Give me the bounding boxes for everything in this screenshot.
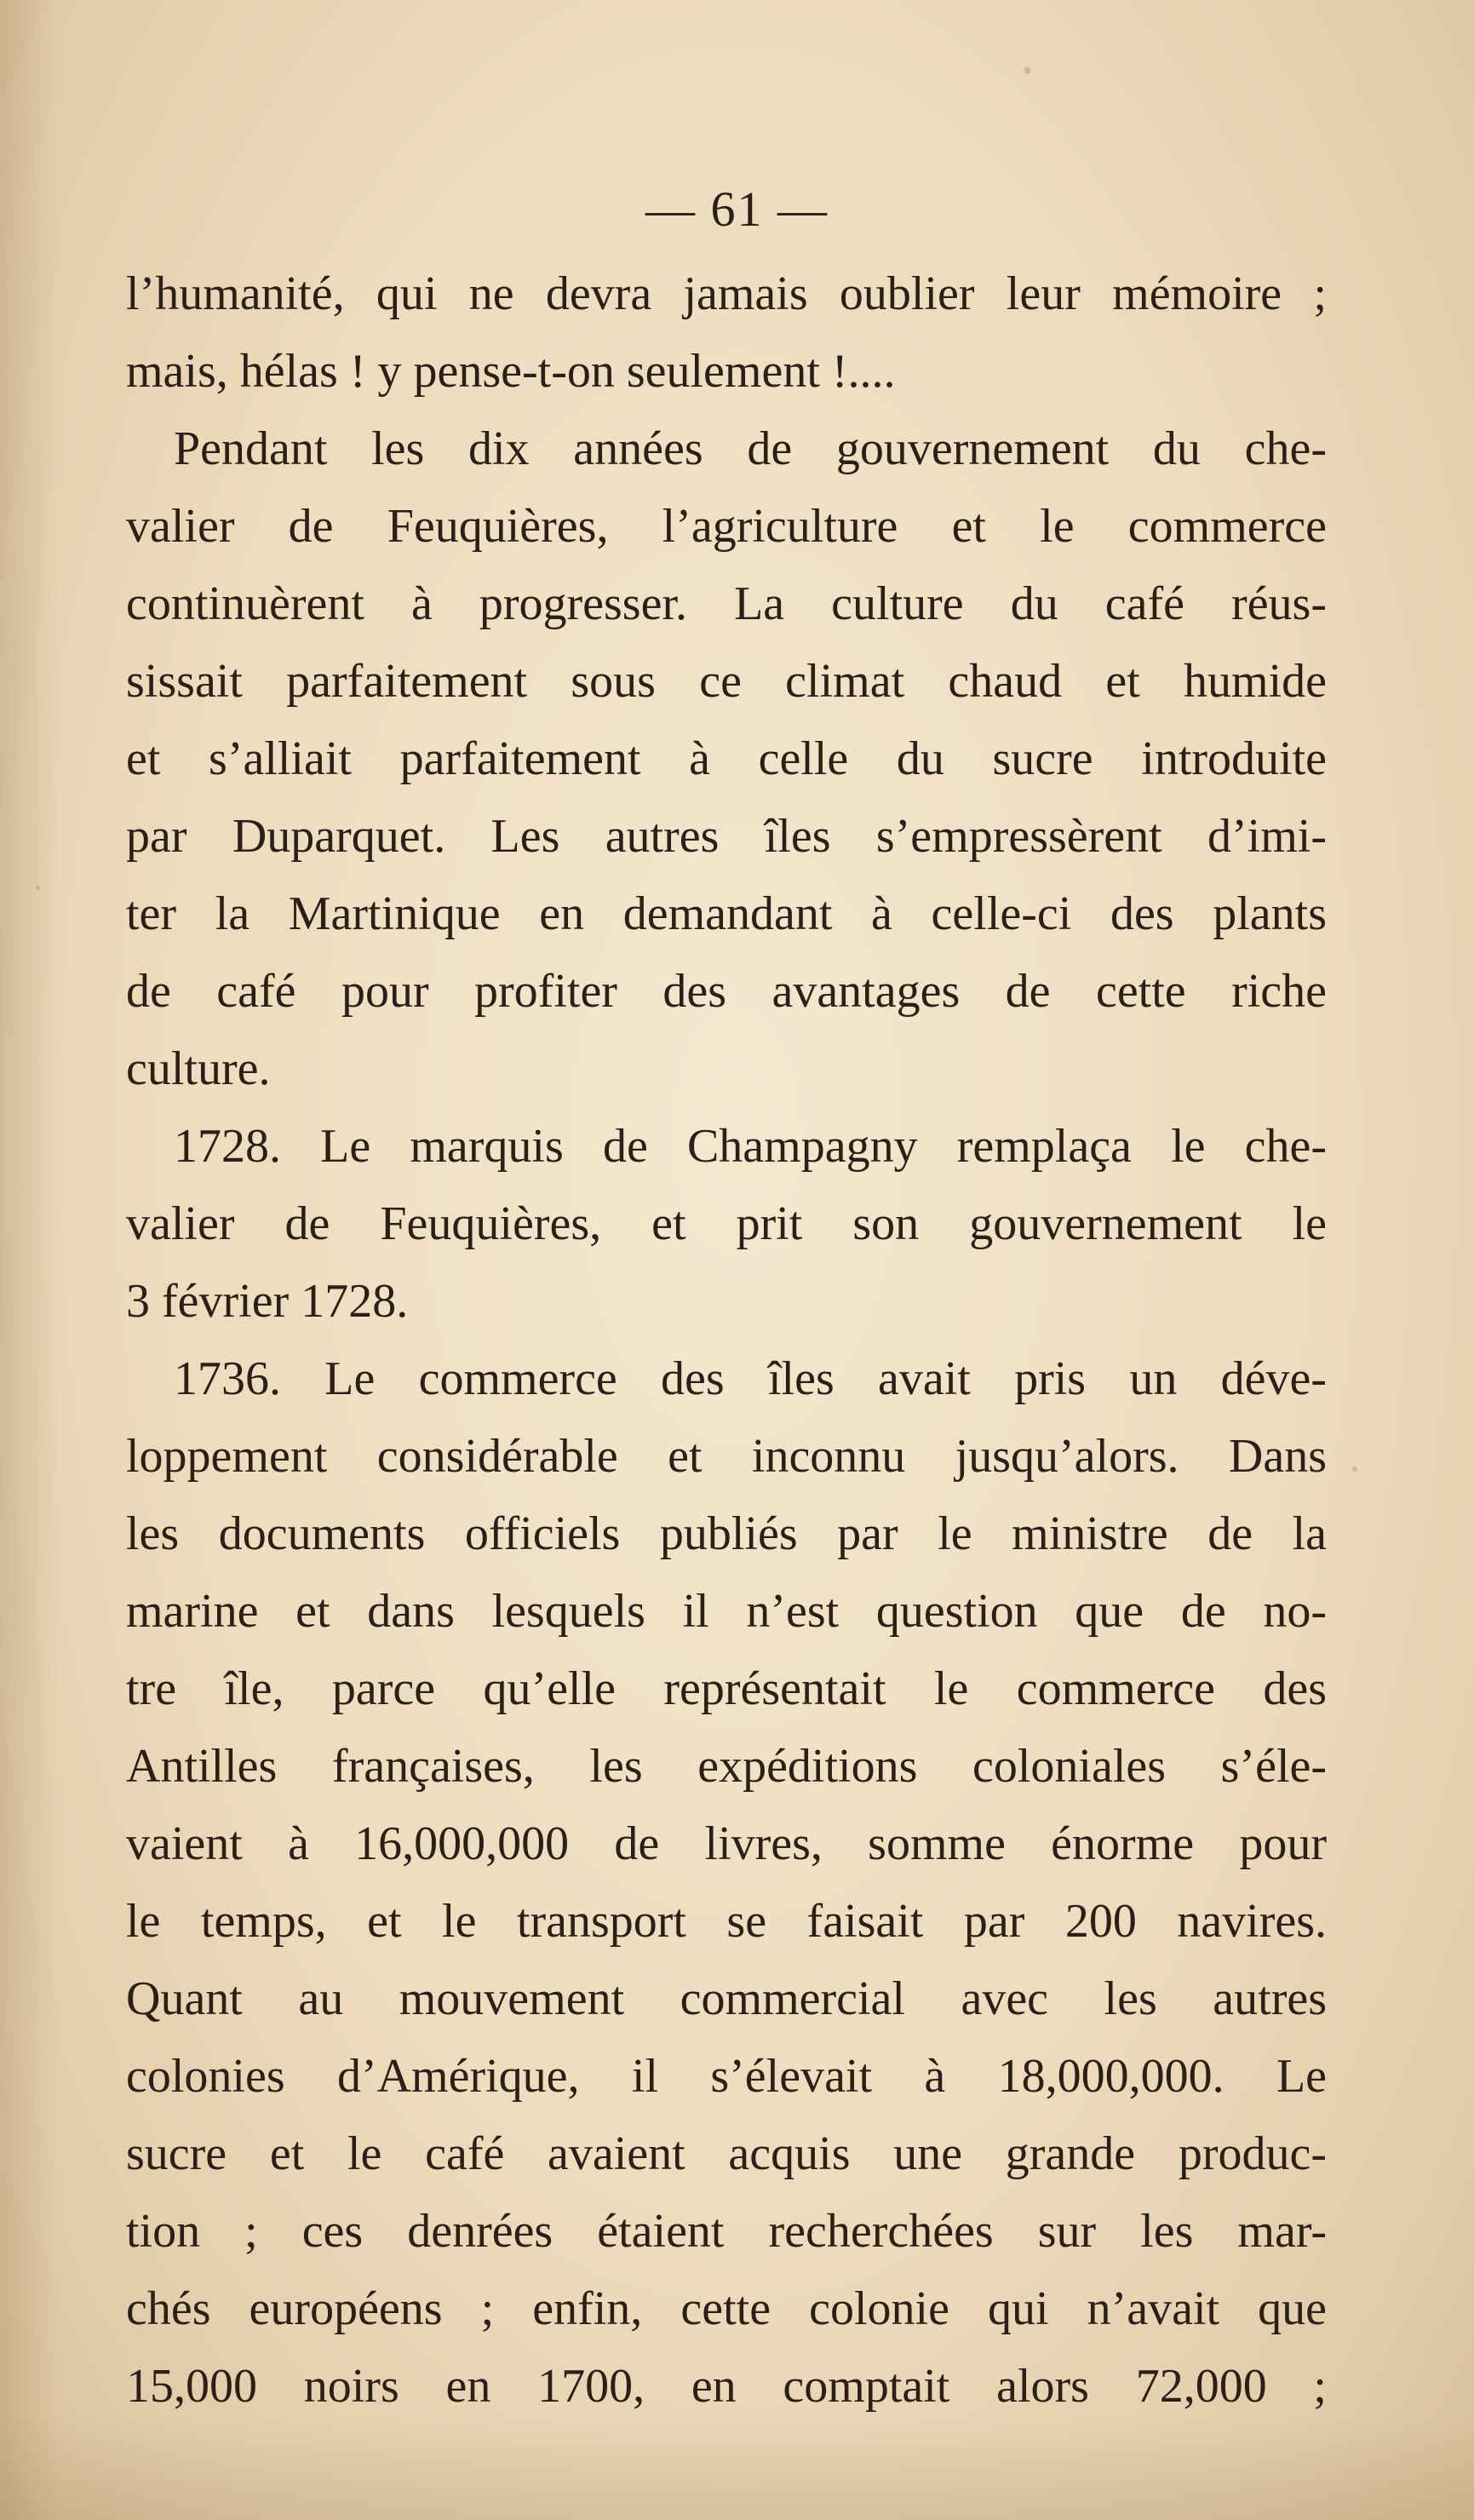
paper-speck	[36, 886, 40, 890]
text-line: sucre et le café avaient acquis une grande produc-	[126, 2127, 1327, 2180]
text-line: continuèrent à progresser. La culture du café réus-	[126, 577, 1327, 630]
text-line: par Duparquet. Les autres îles s’empressèrent d’imi-	[126, 810, 1327, 863]
text-line: tre île, parce qu’elle représentait le commerce des	[126, 1662, 1327, 1715]
text-line: tion ; ces denrées étaient recherchées sur les mar-	[126, 2205, 1327, 2258]
text-line: colonies d’Amérique, il s’élevait à 18,000,000. Le	[126, 2050, 1327, 2103]
text-line: valier de Feuquières, l’agriculture et le commerce	[126, 500, 1327, 553]
text-line: marine et dans lesquels il n’est question que de no-	[126, 1585, 1327, 1638]
text-line: chés européens ; enfin, cette colonie qui n’avait que	[126, 2282, 1327, 2335]
text-line: 15,000 noirs en 1700, en comptait alors 72,000 ;	[126, 2360, 1327, 2413]
text-line: le temps, et le transport se faisait par 200 navires.	[126, 1895, 1327, 1948]
text-line: 1736. Le commerce des îles avait pris un déve-	[174, 1352, 1327, 1405]
text-line: 1728. Le marquis de Champagny remplaça le che-	[174, 1120, 1327, 1173]
text-line: mais, hélas ! y pense-t-on seulement !....	[126, 345, 896, 398]
page-bottom-shadow	[0, 2418, 1474, 2520]
text-line: vaient à 16,000,000 de livres, somme énorme pour	[126, 1817, 1327, 1870]
body-text	[126, 255, 1327, 2425]
text-line: 3 février 1728.	[126, 1275, 409, 1328]
text-line: de café pour profiter des avantages de cette riche	[126, 965, 1327, 1018]
text-line: les documents officiels publiés par le ministre de la	[126, 1507, 1327, 1560]
page-number: — 61 —	[645, 181, 829, 237]
text-line: ter la Martinique en demandant à celle-ci des plants	[126, 887, 1327, 940]
text-line: culture.	[126, 1042, 271, 1095]
text-line: Antilles françaises, les expéditions coloniales s’éle-	[126, 1740, 1327, 1793]
paper-speck	[1352, 1467, 1357, 1472]
text-line: loppement considérable et inconnu jusqu’alors. Dans	[126, 1430, 1327, 1483]
text-line: sissait parfaitement sous ce climat chaud et humide	[126, 655, 1327, 708]
paper-speck	[1024, 66, 1030, 74]
text-line: Pendant les dix années de gouvernement du che-	[174, 422, 1327, 475]
page-edge-shadow	[0, 0, 60, 2520]
text-line: Quant au mouvement commercial avec les autres	[126, 1972, 1327, 2025]
text-line: l’humanité, qui ne devra jamais oublier leur mémoire ;	[126, 267, 1327, 320]
text-line: et s’alliait parfaitement à celle du sucre introduite	[126, 732, 1327, 785]
text-line: valier de Feuquières, et prit son gouvernement le	[126, 1197, 1327, 1250]
